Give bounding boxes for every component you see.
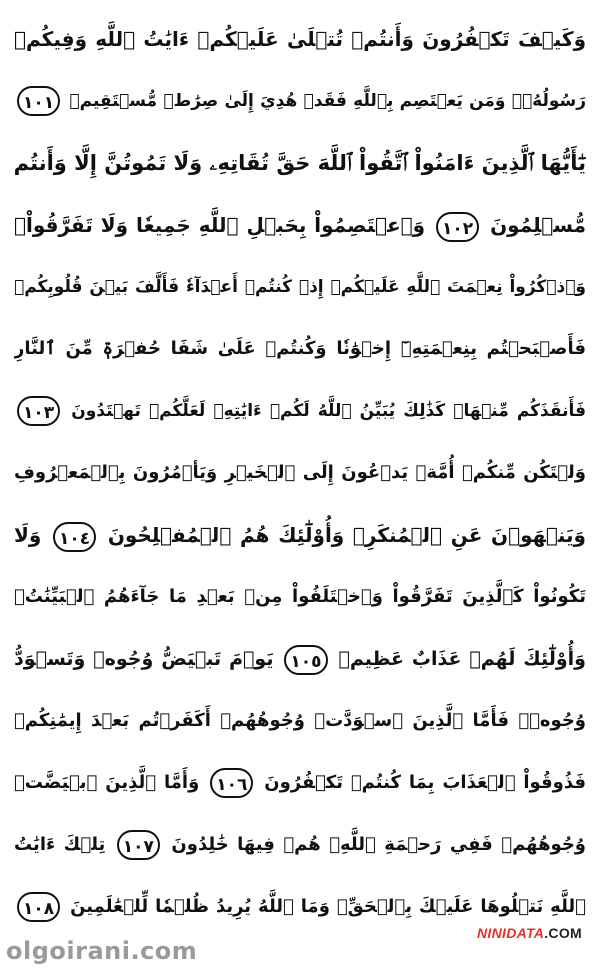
verse-line	[14, 318, 586, 380]
verse-text: وَلۡتَكُن مِّنكُمۡ أُمَّةٞ يَدۡعُونَ إِلَى ٱلۡخَيۡرِ وَيَأۡمُرُونَ بِٱلۡمَعۡرُوفِ	[14, 462, 586, 483]
site-watermark-olgoirani: olgoirani.com	[6, 937, 198, 965]
verse-line	[14, 814, 586, 876]
ninidata-tld: .COM	[544, 925, 582, 941]
ayah-number-marker: ١٠٣	[17, 396, 60, 426]
verse-text: رَسُولُهُۥۗ وَمَن يَعۡتَصِم بِٱللَّهِ فَقَدۡ هُدِيَ إِلَىٰ صِرَٰطٖ مُّسۡتَقِيمٖ	[69, 91, 586, 111]
verse-text-continued: وَلَا	[14, 523, 42, 547]
verse-line	[14, 504, 586, 566]
verse-line	[14, 132, 586, 194]
ayah-number-marker: ١٠٤	[53, 522, 96, 552]
verse-text: وَٱذۡكُرُواْ نِعۡمَتَ ٱللَّهِ عَلَيۡكُمۡ إِذۡ كُنتُمۡ أَعۡدَآءٗ فَأَلَّفَ بَيۡنَ قُلُوبِكُمۡ	[14, 277, 586, 297]
verse-text-continued: وَأَمَّا ٱلَّذِينَ ٱبۡيَضَّتۡ	[14, 772, 200, 793]
verse-text: وَكَيۡفَ تَكۡفُرُونَ وَأَنتُمۡ تُتۡلَىٰ عَلَيۡكُمۡ ءَايَٰتُ ٱللَّهِ وَفِيكُمۡ	[14, 27, 586, 51]
verse-line	[14, 8, 586, 70]
ayah-number-marker: ١٠١	[17, 86, 60, 116]
verse-line	[14, 380, 586, 442]
site-watermark-ninidata	[477, 925, 582, 941]
verse-line	[14, 690, 586, 752]
verse-text: فَأَصۡبَحۡتُم بِنِعۡمَتِهِۦٓ إِخۡوَٰنٗا وَكُنتُمۡ عَلَىٰ شَفَا حُفۡرَةٖ مِّنَ ٱلنَّارِ	[14, 338, 586, 359]
verse-text: تَكُونُواْ كَٱلَّذِينَ تَفَرَّقُواْ وَٱخۡتَلَفُواْ مِنۢ بَعۡدِ مَا جَآءَهُمُ ٱلۡبَيِّنَٰتُۚ	[14, 586, 586, 607]
verse-text: فَذُوقُواْ ٱلۡعَذَابَ بِمَا كُنتُمۡ تَكۡفُرُونَ	[264, 772, 586, 793]
verse-line	[14, 566, 586, 628]
verse-lines	[14, 8, 586, 938]
ayah-number-marker: ١٠٢	[436, 212, 479, 242]
verse-line	[14, 256, 586, 318]
verse-text: وَأُوْلَٰٓئِكَ لَهُمۡ عَذَابٌ عَظِيمٞ	[338, 648, 586, 670]
ayah-number-marker: ١٠٨	[17, 892, 60, 922]
verse-text-continued: يَوۡمَ تَبۡيَضُّ وُجُوهٞ وَتَسۡوَدُّ	[14, 648, 274, 670]
verse-text: فَأَنقَذَكُم مِّنۡهَاۗ كَذَٰلِكَ يُبَيِّنُ ٱللَّهُ لَكُمۡ ءَايَٰتِهِۦ لَعَلَّكُمۡ تَهۡتَدُونَ	[71, 401, 586, 421]
verse-line	[14, 628, 586, 690]
verse-text-continued: وَٱعۡتَصِمُواْ بِحَبۡلِ ٱللَّهِ جَمِيعٗا وَلَا تَفَرَّقُواْۚ	[14, 213, 426, 237]
verse-text: وُجُوهُهُمۡ فَفِي رَحۡمَةِ ٱللَّهِۖ هُمۡ فِيهَا خَٰلِدُونَ	[171, 834, 586, 855]
ayah-number-marker: ١٠٧	[117, 830, 160, 860]
verse-text: ٱللَّهِ نَتۡلُوهَا عَلَيۡكَ بِٱلۡحَقِّۗ وَمَا ٱللَّهُ يُرِيدُ ظُلۡمٗا لِّلۡعَٰلَمِينَ	[70, 896, 586, 917]
verse-text: مُّسۡلِمُونَ	[490, 213, 586, 237]
verse-text: وُجُوهٞۚ فَأَمَّا ٱلَّذِينَ ٱسۡوَدَّتۡ وُجُوهُهُمۡ أَكَفَرۡتُم بَعۡدَ إِيمَٰنِكُمۡ	[14, 710, 586, 731]
ayah-number-marker: ١٠٦	[210, 768, 253, 798]
ayah-number-marker: ١٠٥	[284, 645, 327, 675]
verse-line	[14, 194, 586, 256]
verse-line	[14, 442, 586, 504]
verse-text: وَيَنۡهَوۡنَ عَنِ ٱلۡمُنكَرِۚ وَأُوْلَٰٓئِكَ هُمُ ٱلۡمُفۡلِحُونَ	[107, 523, 586, 547]
verse-line	[14, 70, 586, 132]
verse-text: يَٰٓأَيُّهَا ٱلَّذِينَ ءَامَنُواْ ٱتَّقُواْ ٱللَّهَ حَقَّ تُقَاتِهِۦ وَلَا تَمُوتُنَّ إِلَّا وَأَنتُم	[14, 151, 586, 175]
ninidata-brand: NINIDATA	[477, 925, 545, 941]
verse-text-continued: تِلۡكَ ءَايَٰتُ	[14, 834, 106, 855]
verse-line	[14, 752, 586, 814]
